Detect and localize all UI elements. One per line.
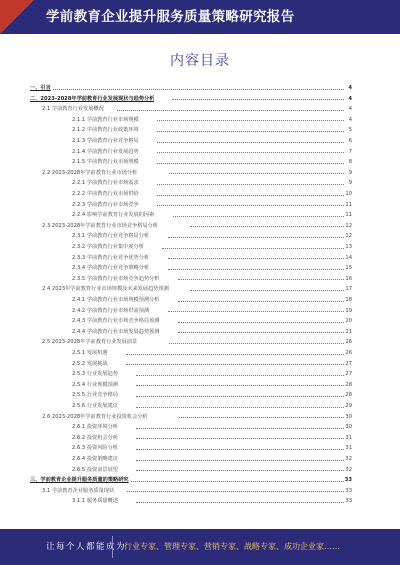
toc-leader-dots [136, 449, 344, 450]
toc-leader-dots [157, 205, 344, 206]
toc-entry[interactable] [30, 328, 352, 336]
toc-entry-label: 2.5.1 发展机遇 [72, 350, 108, 356]
toc-page-number: 20 [345, 318, 352, 325]
toc-entry-label: 2.6.1 投资环境分析 [72, 424, 118, 431]
toc-leader-dots [53, 89, 344, 90]
toc-entry[interactable] [30, 84, 352, 92]
toc-entry-label: 2.2.3 学前教育行业市场竞争 [72, 201, 139, 208]
toc-page-number: 27 [345, 371, 352, 378]
toc-page-number: 16 [345, 275, 352, 282]
toc-leader-dots [178, 301, 344, 302]
toc-leader-dots [157, 184, 344, 185]
toc-leader-dots [136, 438, 344, 439]
toc-page-number: 13 [345, 244, 352, 250]
toc-entry-label: 2.3.5 学前教育行业市场竞争趋势分析 [72, 275, 160, 282]
toc-leader-dots [168, 258, 344, 259]
toc-leader-dots [136, 470, 344, 471]
page-footer [0, 529, 400, 565]
toc-page-number: 27 [345, 360, 352, 367]
toc-leader-dots [126, 354, 344, 355]
toc-entry-label: 2.4 2023年学前教育行业市场规模及未来发展趋势预测 [42, 286, 169, 293]
toc-leader-dots [169, 173, 344, 174]
toc-page-number: 4 [348, 85, 352, 91]
toc-entry-label: 2.1.1 学前教育行业市场规模 [72, 116, 139, 123]
toc-entry-label: 2.4.4 学前教育行业市场发展趋势预测 [72, 328, 160, 335]
toc-page-number: 18 [345, 297, 352, 303]
toc-entry[interactable] [30, 264, 352, 272]
toc-page-number: 32 [345, 466, 352, 473]
toc-entry-label: 三、学前教育企业提升服务质量的策略研究 [30, 477, 129, 484]
toc-leader-dots [157, 142, 344, 143]
toc-entry-label: 2.5 2023-2028年学前教育行业发展前景 [42, 339, 138, 346]
footer-tagline: 行业专家、管理专家、营销专家、战略专家、成功企业家…… [124, 542, 340, 551]
toc-entry-label: 2.4.1 学前教育行业市场规模预测分析 [72, 297, 160, 303]
toc-entry[interactable] [30, 338, 352, 346]
toc-page-number: 31 [345, 434, 352, 441]
toc-leader-dots [136, 396, 344, 397]
toc-page-number: 26 [345, 350, 352, 356]
toc-entry[interactable] [30, 285, 352, 293]
toc-entry[interactable] [30, 169, 352, 177]
toc-leader-dots [127, 491, 344, 492]
toc-leader-dots [157, 163, 344, 164]
toc-entry-label: 2.2.1 学前教育行业市场需求 [72, 180, 139, 187]
toc-entry-label: 3.1 学前教育企业服务质量现状 [42, 487, 115, 494]
toc-page-number: 32 [345, 456, 352, 462]
toc-entry[interactable] [30, 391, 352, 399]
toc-entry[interactable] [30, 413, 352, 421]
toc-leader-dots [190, 290, 344, 291]
toc-entry[interactable] [30, 455, 352, 463]
toc-leader-dots [168, 269, 344, 270]
toc-entry[interactable] [30, 95, 352, 103]
toc-entry[interactable] [30, 137, 352, 145]
toc-entry-label: 2.1.2 学前教育行业政策环境 [72, 127, 139, 134]
toc-page-number: 28 [345, 392, 352, 399]
toc-entry[interactable] [30, 466, 352, 474]
toc-entry-label: 2.3.1 学前教育行业竞争格局分析 [72, 233, 150, 240]
toc-entry[interactable] [30, 190, 352, 198]
toc-page-number: 11 [345, 212, 352, 219]
toc-entry[interactable] [30, 444, 352, 452]
toc-page-number: 33 [344, 477, 352, 484]
toc-entry[interactable] [30, 434, 352, 442]
toc-page-number: 6 [348, 138, 352, 144]
toc-leader-dots [157, 131, 344, 132]
toc-entry[interactable] [30, 211, 352, 219]
toc-entry-label: 2.3.2 学前教育行业集中度分析 [72, 244, 144, 250]
toc-leader-dots [178, 322, 344, 323]
toc-entry-label: 2.5.6 行业发展建议 [72, 403, 118, 409]
toc-page-number: 4 [348, 116, 352, 123]
toc-entry[interactable] [30, 307, 352, 315]
toc-page-number: 14 [345, 254, 352, 261]
toc-leader-dots [172, 99, 344, 100]
toc-page-number: 12 [345, 222, 352, 229]
toc-entry-label: 2.2.4 影响学前教育行业发展的因素 [72, 212, 155, 219]
toc-leader-dots [178, 332, 344, 333]
toc-entry[interactable] [30, 275, 352, 283]
toc-entry-label: 2.3.4 学前教育行业竞争策略分析 [72, 265, 150, 272]
toc-leader-dots [136, 460, 344, 461]
toc-page-number: 4 [348, 106, 352, 113]
toc-page-number: 10 [345, 191, 352, 197]
toc-page-number: 33 [345, 487, 352, 494]
toc-entry[interactable] [30, 126, 352, 134]
toc-entry-label: 2.5.5 行业竞争格局 [72, 392, 118, 399]
toc-entry[interactable] [30, 105, 352, 113]
toc-entry[interactable] [30, 296, 352, 304]
toc-heading: 内容目录 [170, 53, 230, 69]
toc-page-number: 9 [348, 169, 352, 176]
toc-entry-label: 2.5.4 行业规模预测 [72, 381, 118, 388]
toc-page-number: 11 [345, 201, 352, 208]
toc-leader-dots [136, 502, 344, 503]
toc-page-number: 5 [348, 127, 352, 134]
header-accent-triangle [0, 0, 34, 34]
toc-entry[interactable] [30, 148, 352, 156]
toc-entry-label: 一、引言 [30, 85, 51, 91]
toc-leader-dots [131, 481, 344, 482]
toc-entry-label: 2.5.3 行业发展趋势 [72, 371, 118, 378]
toc-entry-label: 2.4.2 学前教育行业市场供需预测 [72, 307, 150, 314]
toc-entry-label: 2.4.3 学前教育行业市场竞争格局预测 [72, 318, 160, 325]
toc-entry-label: 2.6.3 投资风险分析 [72, 445, 118, 452]
toc-page-number: 30 [345, 413, 352, 420]
toc-leader-dots [136, 407, 344, 408]
toc-leader-dots [157, 120, 344, 121]
toc-entry-label: 2.6.4 投资策略建议 [72, 456, 118, 462]
toc-entry-label: 2.6.5 投资前景展望 [72, 466, 118, 473]
toc-leader-dots [136, 428, 344, 429]
toc-leader-dots [169, 343, 344, 344]
toc-leader-dots [178, 279, 344, 280]
toc-entry-label: 2.3 2023-2028年学前教育行业市场竞争格局分析 [42, 222, 158, 229]
toc-entry[interactable] [30, 158, 352, 166]
toc-page-number: 29 [345, 403, 352, 409]
toc-leader-dots [117, 110, 344, 111]
toc-entry[interactable] [30, 497, 352, 505]
toc-page-number: 26 [345, 339, 352, 346]
toc-page-number: 8 [348, 159, 352, 166]
toc-entry-label: 2.1 学前教育行业发展概况 [42, 106, 104, 113]
toc-leader-dots [157, 195, 344, 196]
toc-leader-dots [173, 216, 344, 217]
toc-entry[interactable] [30, 349, 352, 357]
toc-entry[interactable] [30, 476, 352, 484]
toc-page-number: 7 [348, 148, 352, 155]
toc-page-number: 9 [348, 180, 352, 187]
toc-entry[interactable] [30, 402, 352, 410]
toc-entry[interactable] [30, 243, 352, 251]
toc-leader-dots [126, 364, 344, 365]
report-title: 学前教育企业提升服务质量策略研究报告 [46, 9, 295, 25]
toc-leader-dots [136, 375, 344, 376]
toc-page-number: 15 [345, 265, 352, 272]
toc-page-number: 4 [348, 95, 352, 102]
toc-entry-label: 2.2.2 学前教育行业市场供给 [72, 191, 139, 197]
toc-entry-label: 2.5.2 发展挑战 [72, 360, 108, 367]
toc-leader-dots [168, 237, 344, 238]
toc-entry[interactable] [30, 116, 352, 124]
toc-entry[interactable] [30, 201, 352, 209]
toc-entry-label: 二、2023-2028年学前教育行业发展现状与趋势分析 [30, 95, 155, 102]
toc-entry[interactable] [30, 317, 352, 325]
toc-entry[interactable] [30, 222, 352, 230]
toc-entry[interactable] [30, 370, 352, 378]
toc-leader-dots [190, 226, 344, 227]
footer-slogan: 让每个人都能成为 [46, 542, 127, 552]
toc-page-number: 17 [345, 286, 352, 293]
toc-entry-label: 2.3.3 学前教育行业竞争优势分析 [72, 254, 150, 261]
toc-entry[interactable] [30, 487, 352, 495]
toc-page-number: 28 [345, 381, 352, 388]
toc-entry-label: 2.1.3 学前教育行业竞争格局 [72, 138, 139, 144]
toc-entry[interactable] [30, 381, 352, 389]
toc-page-number: 30 [345, 424, 352, 431]
toc-entry[interactable] [30, 232, 352, 240]
toc-entry[interactable] [30, 179, 352, 187]
toc-entry-label: 2.6.2 投资机会分析 [72, 434, 118, 441]
table-of-contents [30, 84, 352, 514]
toc-entry-label: 3.1.1 服务质量概述 [72, 498, 118, 505]
toc-entry-label: 2.1.5 学前教育行业市场规模 [72, 159, 139, 166]
toc-page-number: 31 [345, 445, 352, 452]
toc-leader-dots [168, 311, 344, 312]
toc-leader-dots [157, 152, 344, 153]
toc-entry[interactable] [30, 423, 352, 431]
page-header [0, 0, 400, 34]
toc-entry[interactable] [30, 360, 352, 368]
toc-entry-label: 2.2 2023-2028年学前教育行业市场分析 [42, 169, 138, 176]
toc-page-number: 21 [345, 328, 352, 335]
toc-entry[interactable] [30, 254, 352, 262]
toc-leader-dots [136, 385, 344, 386]
footer-divider [112, 536, 113, 558]
toc-entry-label: 2.1.4 学前教育行业发展趋势 [72, 148, 139, 155]
toc-page-number: 33 [345, 498, 352, 505]
toc-page-number: 19 [345, 307, 352, 314]
toc-leader-dots [162, 248, 344, 249]
toc-leader-dots [179, 417, 344, 418]
toc-page-number: 12 [345, 233, 352, 240]
toc-entry-label: 2.6 2023-2028年学前教育行业投资机会分析 [42, 413, 148, 420]
